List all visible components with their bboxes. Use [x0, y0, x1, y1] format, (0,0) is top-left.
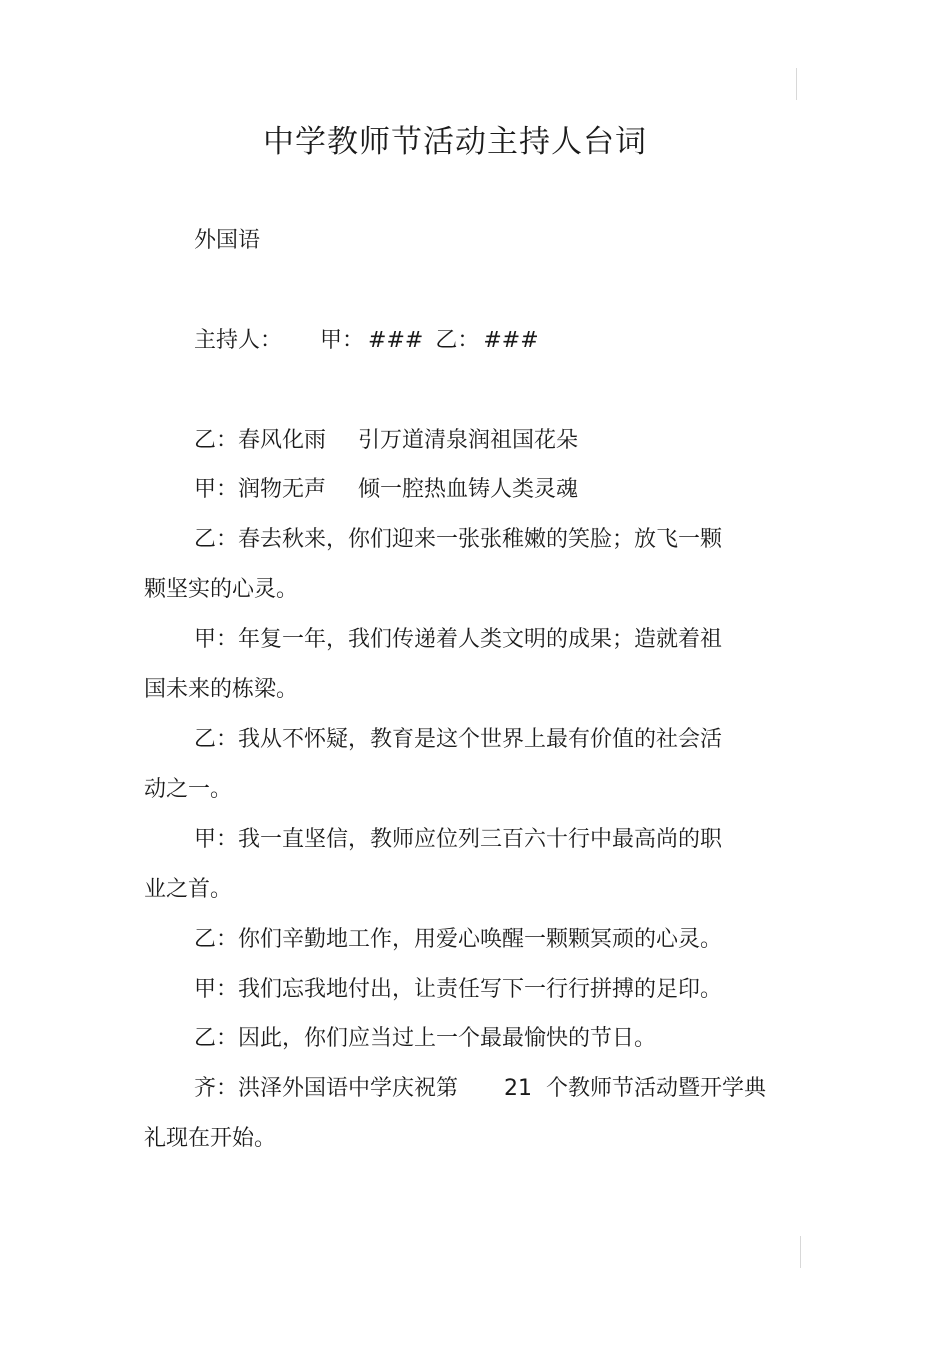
- closing-text-end: 个教师节活动暨开学典: [546, 1076, 767, 1101]
- dialogue-line: 业之首。: [144, 877, 233, 902]
- dialogue-line: 动之一。: [144, 777, 233, 802]
- dialogue-line: 甲：年复一年，我们传递着人类文明的成果；造就着祖: [194, 627, 723, 652]
- host-yi-label: 乙：: [435, 328, 480, 353]
- closing-line-end: 礼现在开始。: [144, 1126, 277, 1151]
- dialogue-line: 乙：我从不怀疑，教育是这个世界上最有价值的社会活: [194, 727, 723, 752]
- couplet-first: 乙：春风化雨: [194, 428, 327, 453]
- couplet-second: 倾一腔热血铸人类灵魂: [358, 477, 579, 502]
- host-jia-label: 甲：: [320, 328, 365, 353]
- closing-text-start: 齐：洪泽外国语中学庆祝第: [194, 1076, 459, 1101]
- closing-line: [194, 1074, 766, 1104]
- dialogue-line: 甲：我们忘我地付出，让责任写下一行行拼搏的足印。: [194, 977, 723, 1002]
- host-yi-name: ###: [483, 328, 539, 353]
- dialogue-line: 甲：我一直坚信，教师应位列三百六十行中最高尚的职: [194, 827, 723, 852]
- dialogue-line: 颗坚实的心灵。: [144, 577, 299, 602]
- document-title: 中学教师节活动主持人台词: [263, 124, 647, 160]
- page-corner-mark: [796, 68, 797, 100]
- couplet-line: [194, 426, 578, 456]
- school-name: 外国语: [194, 228, 261, 253]
- dialogue-line: 乙：因此，你们应当过上一个最最愉快的节日。: [194, 1026, 657, 1051]
- couplet-second: 引万道清泉润祖国花朵: [358, 428, 579, 453]
- page-corner-mark: [800, 1236, 801, 1268]
- hosts-label: 主持人：: [194, 328, 283, 353]
- dialogue-line: 国未来的栋梁。: [144, 677, 299, 702]
- hosts-line: [194, 326, 539, 356]
- dialogue-line: 乙：春去秋来，你们迎来一张张稚嫩的笑脸；放飞一颗: [194, 527, 723, 552]
- closing-number: 21: [504, 1076, 533, 1101]
- couplet-first: 甲：润物无声: [194, 477, 327, 502]
- host-jia-name: ###: [368, 328, 424, 353]
- dialogue-line: 乙：你们辛勤地工作，用爱心唤醒一颗颗冥顽的心灵。: [194, 927, 723, 952]
- couplet-line: [194, 475, 578, 505]
